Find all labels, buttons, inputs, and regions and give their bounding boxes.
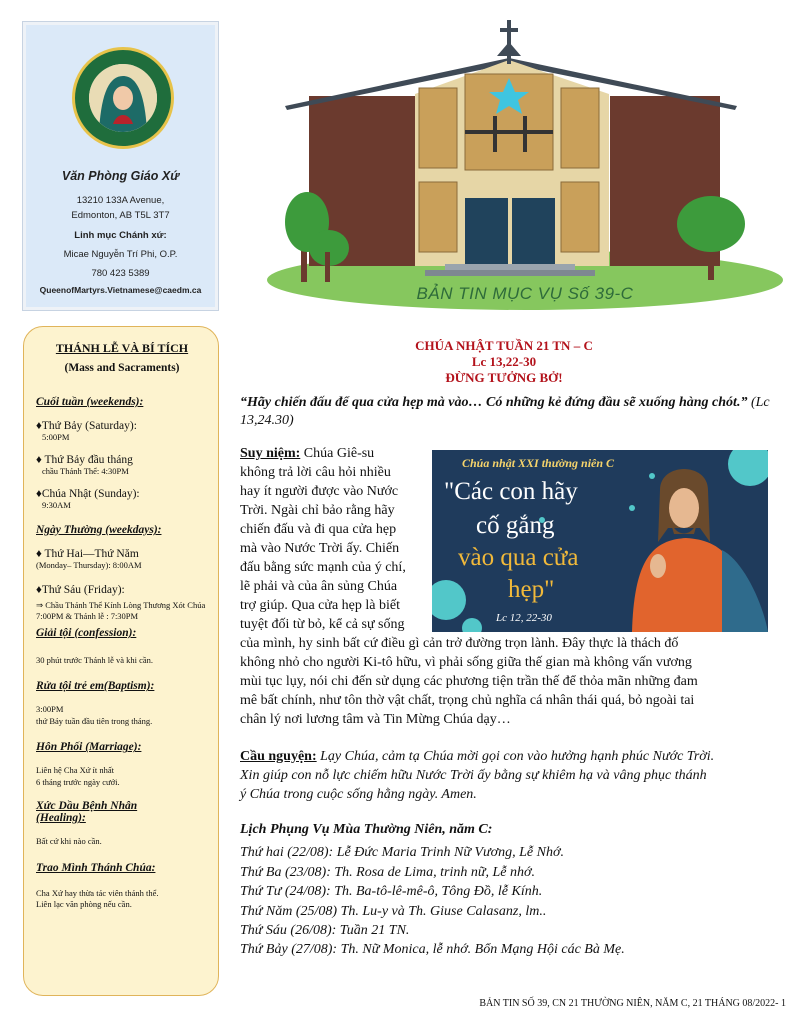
first-saturday-label: ♦ Thứ Bảy đầu tháng bbox=[36, 454, 133, 466]
marriage-text-1: Liên hệ Cha Xứ ít nhất bbox=[36, 765, 115, 776]
prayer-label: Cầu nguyện: bbox=[240, 749, 317, 764]
saturday-time: 5:00PM bbox=[42, 432, 70, 442]
baptism-label: Rửa tội trẻ em(Baptism): bbox=[36, 680, 155, 693]
reflection-line: của mình, hy sinh bất cứ điều gì cản trở đường trọn lành. Đây thực là thách đố bbox=[240, 636, 679, 651]
sunday-heading: CHÚA NHẬT TUẦN 21 TN – C bbox=[415, 338, 593, 353]
virgin-mary-icon bbox=[89, 64, 157, 132]
friday-label: ♦Thứ Sáu (Friday): bbox=[36, 584, 125, 596]
reflection-line: Trời. Ngài chỉ bảo rằng hãy bbox=[240, 503, 395, 518]
weekend-label: Cuối tuần (weekends): bbox=[36, 396, 144, 408]
office-address-2: Edmonton, AB T5L 3T7 bbox=[71, 210, 170, 221]
sunday-label: ♦Chúa Nhật (Sunday): bbox=[36, 488, 140, 500]
prayer-line: ý Chúa trong cuộc sống hằng ngày. Amen. bbox=[240, 787, 477, 802]
reflection-line: lẽ phải và của ân sủng Chúa bbox=[240, 579, 398, 594]
reflection-label: Suy niệm: bbox=[240, 446, 301, 461]
reflection-line: trợ giúp. Qua cửa hẹp là biết bbox=[240, 598, 400, 613]
liturgy-calendar-item: Thứ hai (22/08): Lễ Đức Maria Trinh Nữ Vương, Lễ Nhớ. bbox=[240, 845, 564, 860]
reflection-line: chân lý nơi lương tâm và Tin Mừng Chúa dạy… bbox=[240, 712, 511, 727]
sermon-title: ĐỪNG TƯỞNG BỞ! bbox=[445, 370, 563, 385]
prayer-line: Lạy Chúa, cảm tạ Chúa mời gọi con vào hưởng hạnh phúc Nước Trời. bbox=[320, 749, 715, 764]
communion-text-1: Cha Xứ hay thừa tác viên thánh thể. bbox=[36, 887, 159, 898]
mon-thu-detail: (Monday– Thursday): 8:00AM bbox=[36, 560, 142, 570]
card-quote-line: hẹp" bbox=[508, 576, 555, 603]
confession-label: Giải tội (confession): bbox=[36, 627, 137, 639]
jesus-image-card bbox=[432, 450, 768, 632]
office-phone: 780 423 5389 bbox=[91, 268, 150, 279]
liturgy-calendar-item: Thứ Tư (24/08): Th. Ba-tô-lê-mê-ô, Tông Đồ, lễ Kính. bbox=[240, 884, 543, 899]
communion-label: Trao Mình Thánh Chúa: bbox=[36, 861, 156, 874]
liturgy-calendar-item: Thứ Bảy (27/08): Th. Nữ Monica, lễ nhớ. Bổn Mạng Hội các Bà Mẹ. bbox=[240, 942, 625, 957]
gospel-reference: Lc 13,22-30 bbox=[471, 354, 537, 369]
friday-detail: ⇒ Chầu Thánh Thể Kính Lòng Thương Xót Chúa 7:00PM & Thánh lễ : 7:30PM bbox=[36, 600, 206, 621]
sunday-time: 9:30AM bbox=[42, 500, 71, 510]
reflection-line: mê bất chính, như tôn thờ vật chất, trọng chủ nghĩa cá nhân thái quá, bỏ ngoài tai bbox=[240, 693, 695, 708]
baptism-time: 3:00PM bbox=[36, 704, 64, 715]
office-title: Văn Phòng Giáo Xứ bbox=[61, 169, 180, 183]
healing-text: Bất cứ khi nào cần. bbox=[36, 836, 102, 847]
card-title: Chúa nhật XXI thường niên C bbox=[462, 456, 615, 470]
reflection-line: tuyệt đối từ bỏ, kể cả sự sống bbox=[240, 617, 405, 632]
marriage-text-2: 6 tháng trước ngày cưới. bbox=[36, 776, 120, 787]
weekday-label: Ngày Thường (weekdays): bbox=[36, 524, 162, 536]
reflection-narrow bbox=[240, 444, 428, 634]
reflection-wide bbox=[240, 634, 780, 729]
card-reference: Lc 12, 22-30 bbox=[496, 612, 552, 624]
prayer-block bbox=[240, 747, 780, 804]
reflection-line: đấu bằng sức mạnh của ý chí, bbox=[240, 560, 406, 575]
saturday-label: ♦Thứ Bảy (Saturday): bbox=[36, 420, 137, 432]
mass-sacraments-sidebar bbox=[23, 326, 219, 996]
confession-text: 30 phút trước Thánh lễ và khi cần. bbox=[36, 655, 154, 665]
reflection-line: Chúa Giê-su bbox=[303, 446, 375, 461]
parish-seal-logo bbox=[72, 47, 174, 149]
card-quote-line: "Các con hãy bbox=[444, 478, 578, 505]
reflection-line: mà vào Nước Trời ấy. Chiến bbox=[240, 541, 400, 556]
card-quote-line: vào qua cửa bbox=[458, 544, 579, 571]
parish-office-box bbox=[23, 22, 218, 310]
liturgy-calendar-item: Thứ Ba (23/08): Th. Rosa de Lima, trinh nữ, Lễ nhớ. bbox=[240, 865, 535, 880]
prayer-line: Xin giúp con nỗ lực chiếm hữu Nước Trời ấy bằng sự khiêm hạ và vâng phục thánh bbox=[240, 768, 707, 783]
reflection-line: không trả lời câu hỏi nhiều bbox=[240, 465, 391, 480]
communion-text-2: Liên lạc văn phòng nếu cần. bbox=[36, 899, 132, 910]
gospel-quote-text: “Hãy chiến đấu để qua cửa hẹp mà vào… Có những kẻ đứng đầu sẽ xuống hàng chót.” bbox=[240, 395, 748, 410]
sidebar-title: THÁNH LỄ VÀ BÍ TÍCH bbox=[55, 341, 189, 355]
baptism-text: thứ Bảy tuần đầu tiên trong tháng. bbox=[36, 715, 153, 726]
healing-label-2: (Healing): bbox=[36, 812, 86, 825]
office-email-link[interactable]: QueenofMartyrs.Vietnamese@caedm.ca bbox=[39, 285, 202, 295]
office-pastor-label: Linh mục Chánh xứ: bbox=[74, 230, 167, 241]
healing-label-1: Xức Dầu Bệnh Nhân bbox=[36, 800, 138, 813]
gospel-quote-ref: (Lc 13,24.30) bbox=[240, 395, 770, 429]
reflection-line: hay ít người được vào Nước bbox=[240, 484, 399, 499]
first-saturday-detail: chầu Thánh Thể: 4:30PM bbox=[42, 466, 129, 476]
church-illustration bbox=[265, 12, 785, 312]
gospel-quote bbox=[240, 394, 770, 430]
marriage-label: Hôn Phối (Marriage): bbox=[36, 741, 142, 754]
liturgy-calendar-item: Thứ Năm (25/08) Th. Lu-y và Th. Giuse Calasanz, lm.. bbox=[240, 904, 547, 919]
office-pastor-name: Micae Nguyễn Trí Phi, O.P. bbox=[63, 249, 178, 260]
mon-thu-label: ♦ Thứ Hai—Thứ Năm bbox=[36, 548, 139, 560]
reflection-line: không nhỏ cho người Ki-tô hữu, vì phải sống giữa thế gian mà không vấn vương bbox=[240, 655, 692, 670]
page-footer: BẢN TIN SỐ 39, CN 21 THƯỜNG NIÊN, NĂM C, 21 THÁNG 08/2022- 1 bbox=[479, 998, 786, 1009]
sidebar-subtitle: (Mass and Sacraments) bbox=[64, 362, 180, 374]
liturgy-calendar-item: Thứ Sáu (26/08): Tuần 21 TN. bbox=[240, 923, 410, 938]
office-address-1: 13210 133A Avenue, bbox=[76, 195, 165, 206]
card-quote-line: cố gắng bbox=[476, 512, 555, 539]
bulletin-title: BẢN TIN MỤC VỤ Số 39-C bbox=[416, 284, 634, 303]
reflection-line: chiến đấu và đi qua cửa hẹp bbox=[240, 522, 397, 537]
liturgy-calendar-title: Lịch Phụng Vụ Mùa Thường Niên, năm C: bbox=[240, 822, 493, 837]
reflection-line: mùi tục lụy, nói chi đến sử dụng các phương tiện trần thế để thỏa mãn những đam bbox=[240, 674, 698, 689]
